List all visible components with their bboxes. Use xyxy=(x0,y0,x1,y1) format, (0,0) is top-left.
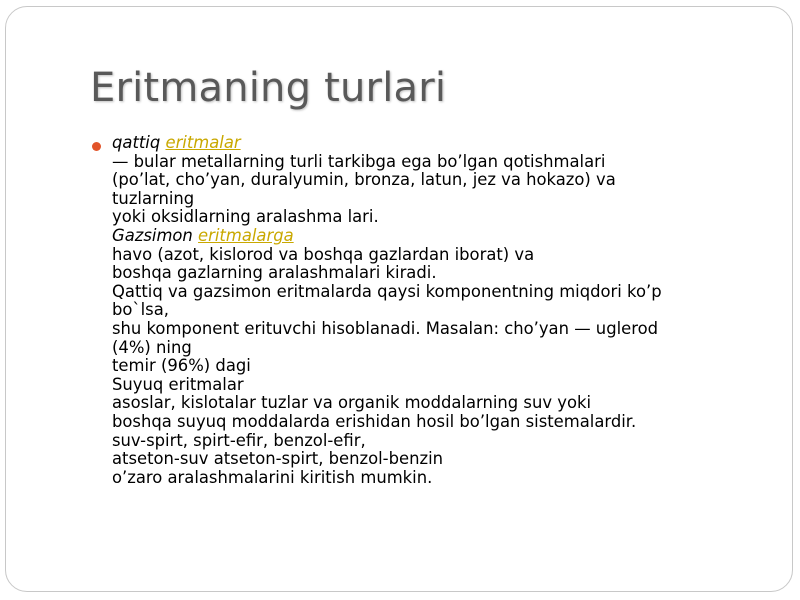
body-line xyxy=(112,134,772,153)
body-line: boshqa gazlarning aralashmalari kiradi. xyxy=(112,263,437,283)
link-eritmalarga[interactable]: eritmalarga xyxy=(198,225,294,245)
body-line: havo (azot, kislorod va boshqa gazlardan iborat) va xyxy=(112,244,535,264)
term-qattiq: qattiq xyxy=(112,133,161,152)
body-line: bo`lsa, xyxy=(112,300,169,320)
term-gazsimon: Gazsimon xyxy=(112,225,193,245)
body-line: (4%) ning xyxy=(112,337,192,357)
slide-body xyxy=(112,134,772,487)
body-line: tuzlarning xyxy=(112,188,195,208)
slide xyxy=(5,6,793,592)
body-line: Suyuq eritmalar xyxy=(112,374,244,394)
link-eritmalar[interactable]: eritmalar xyxy=(165,133,241,152)
body-line: atseton-suv atseton-spirt, benzol-benzin xyxy=(112,449,444,469)
body-line: boshqa suyuq moddalarda erishidan hosil bo’lgan sistemalardir. xyxy=(112,411,637,431)
body-line: yoki oksidlarning aralashma lari. xyxy=(112,207,379,227)
body-line: Qattiq va gazsimon eritmalarda qaysi komponentning miqdori ko’p xyxy=(112,281,662,301)
body-line: shu komponent erituvchi hisoblanadi. Masalan: cho’yan — uglerod xyxy=(112,318,659,338)
body-line: o’zaro aralashmalarini kiritish mumkin. xyxy=(112,467,433,487)
body-line: suv-spirt, spirt-efir, benzol-efir, xyxy=(112,430,366,450)
body-line: — bular metallarning turli tarkibga ega bo’lgan qotishmalari xyxy=(112,151,606,171)
body-line: temir (96%) dagi xyxy=(112,356,251,376)
slide-title: Eritmaning turlari xyxy=(90,65,447,111)
body-line xyxy=(112,227,772,246)
bullet-icon xyxy=(92,142,101,151)
body-line: asoslar, kislotalar tuzlar va organik moddalarning suv yoki xyxy=(112,393,592,413)
body-line: (po’lat, cho’yan, duralyumin, bronza, latun, jez va hokazo) va xyxy=(112,170,616,190)
